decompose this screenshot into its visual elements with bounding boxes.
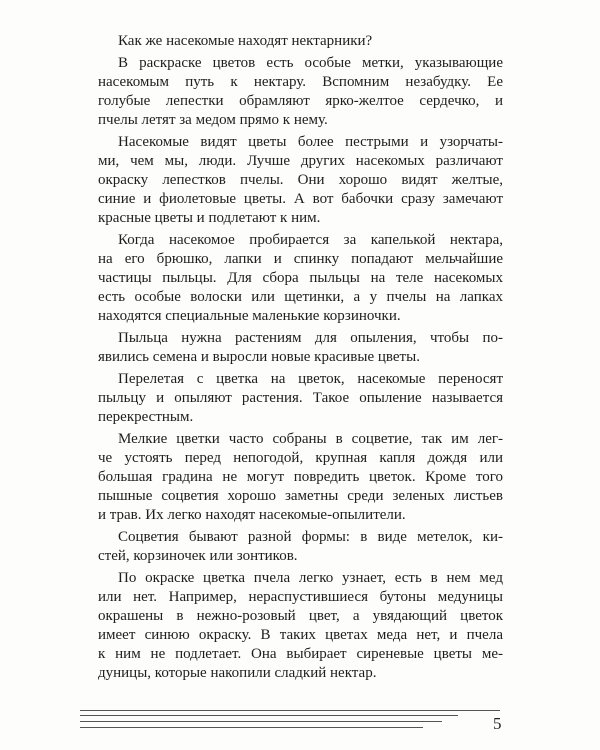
text-line: синие и фиолетовые цветы. А вот бабочки сразу замечают [98, 191, 503, 207]
text-line: дуницы, которые накопили сладкий нектар. [98, 665, 377, 681]
paragraph [98, 528, 503, 566]
paragraph [98, 370, 503, 427]
text-line: Насекомые видят цветы более пестрыми и узорчаты- [118, 134, 503, 150]
text-line: че устоять перед непогодой, крупная капля дождя или [98, 450, 503, 466]
text-line: и трав. Их легко находят насекомые-опылители. [98, 507, 406, 523]
text-line: ми, чем мы, люди. Лучше других насекомых различают [98, 153, 503, 169]
text-line: большая градина не могут повредить цветок. Кроме того [98, 469, 503, 485]
footer-rule [80, 710, 500, 711]
text-line: перекрестным. [98, 409, 194, 425]
body-text [98, 32, 503, 686]
text-line: По окраске цветка пчела легко узнает, есть в нем мед [118, 570, 503, 586]
paragraph [98, 569, 503, 683]
text-line: имеет синюю окраску. В таких цветах меда нет, и пчела [98, 627, 503, 643]
text-line: пыльцу и опыляют растения. Такое опыление называется [98, 390, 503, 406]
paragraph [98, 32, 503, 51]
text-line: частицы пыльцы. Для сбора пыльцы на теле насекомых [98, 270, 503, 286]
text-line: стей, корзиночек или зонтиков. [98, 548, 298, 564]
paragraph [98, 329, 503, 367]
text-line: насекомым путь к нектару. Вспомним незабудку. Ее [98, 74, 503, 90]
text-line: Соцветия бывают разной формы: в виде метелок, ки- [118, 529, 503, 545]
text-line: Перелетая с цветка на цветок, насекомые переносят [118, 371, 503, 387]
text-line: или нет. Например, нераспустившиеся бутоны медуницы [98, 589, 503, 605]
paragraph [98, 430, 503, 525]
footer-rule [80, 727, 423, 728]
text-line: В раскраске цветов есть особые метки, указывающие [118, 55, 503, 71]
page-number: 5 [493, 714, 502, 733]
footer-rule [80, 715, 458, 716]
text-line: явились семена и выросли новые красивые цветы. [98, 349, 420, 365]
text-line: окраску лепестков пчелы. Они хорошо видят желтые, [98, 172, 503, 188]
footer-rule [80, 721, 442, 722]
paragraph [98, 133, 503, 228]
paragraph [98, 231, 503, 326]
text-line: Когда насекомое пробирается за капелькой нектара, [118, 232, 503, 248]
text-line: Мелкие цветки часто собраны в соцветие, так им лег- [118, 431, 503, 447]
text-line: красные цветы и подлетают к ним. [98, 210, 321, 226]
text-line: находятся специальные маленькие корзиночки. [98, 308, 401, 324]
text-line: на его брюшко, лапки и спинку попадают мельчайшие [98, 251, 503, 267]
text-line: пчелы летят за медом прямо к нему. [98, 112, 328, 128]
text-line: пышные соцветия хорошо заметны среди зеленых листьев [98, 488, 503, 504]
text-line: окрашены в нежно-розовый цвет, а увядающий цветок [98, 608, 503, 624]
paragraph [98, 54, 503, 130]
text-line: Пыльца нужна растениям для опыления, чтобы по- [118, 330, 503, 346]
text-line: к ним не подлетает. Она выбирает сиреневые цветы ме- [98, 646, 503, 662]
text-line: голубые лепестки обрамляют ярко-желтое сердечко, и [98, 93, 503, 109]
text-line: есть особые волоски или щетинки, а у пчелы на лапках [98, 289, 503, 305]
text-line: Как же насекомые находят нектарники? [118, 33, 373, 49]
